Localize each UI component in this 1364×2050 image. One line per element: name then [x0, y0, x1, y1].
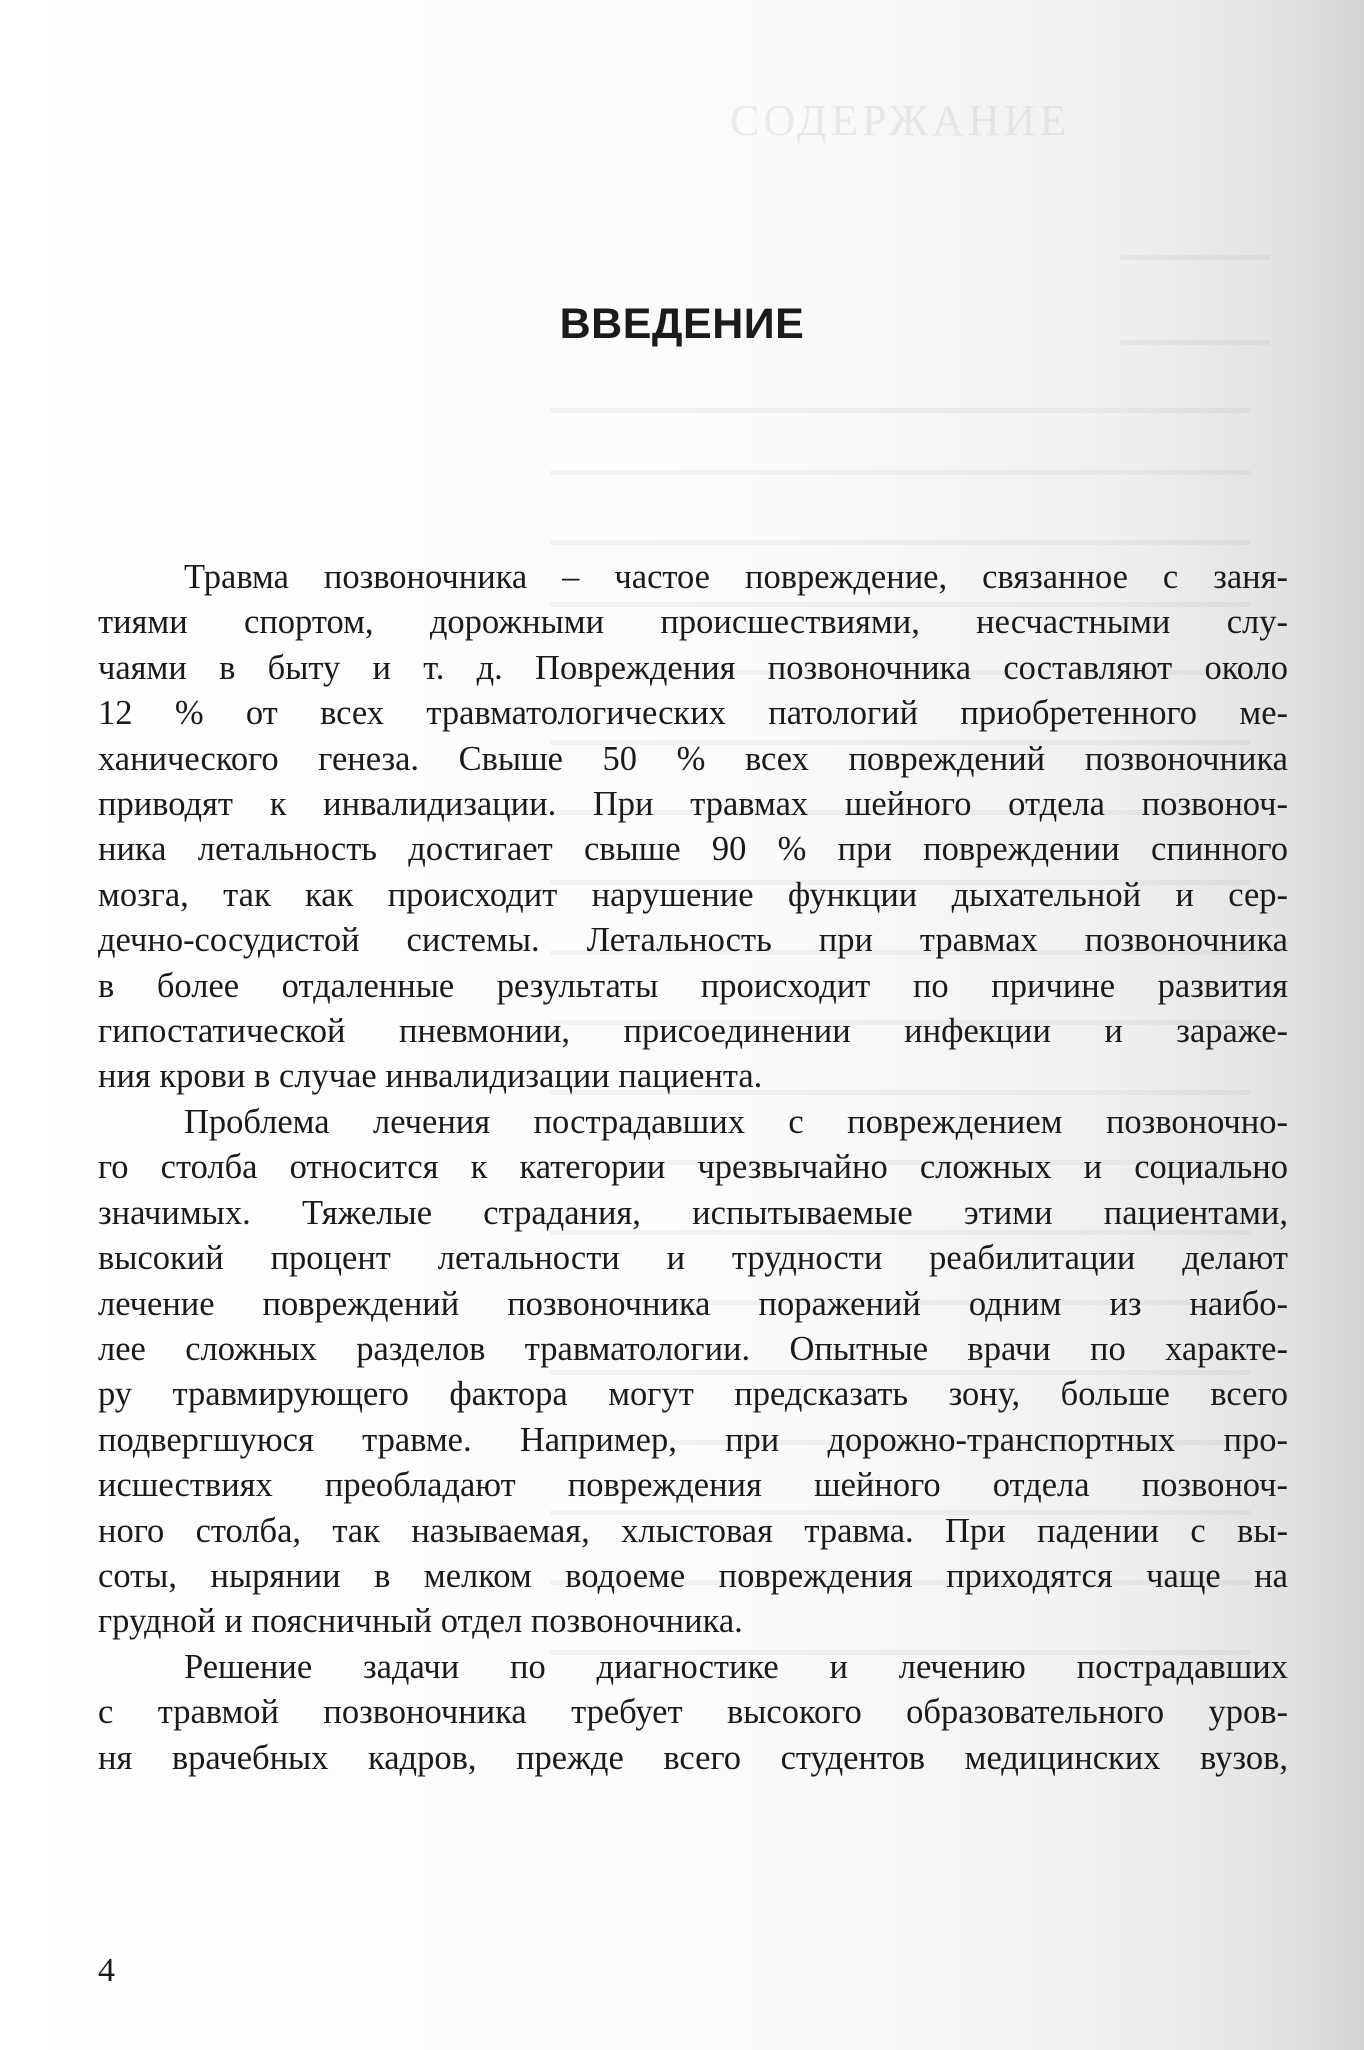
text-line: исшествиях преобладают повреждения шейного отдела позвоноч- [98, 1466, 1288, 1505]
text-line: с травмой позвоночника требует высокого образовательного уров- [98, 1693, 1288, 1732]
page-heading: ВВЕДЕНИЕ [559, 300, 805, 348]
text-line: ханического генеза. Свыше 50 % всех повреждений позвоночника [98, 739, 1288, 778]
text-line: го столба относится к категории чрезвычайно сложных и социально [98, 1148, 1288, 1187]
paragraph-1 [98, 555, 1288, 1100]
text-line: Решение задачи по диагностике и лечению пострадавших [184, 1647, 1288, 1686]
text-line: мозга, так как происходит нарушение функции дыхательной и сер- [98, 875, 1288, 914]
text-line: ня врачебных кадров, прежде всего студентов медицинских вузов, [98, 1738, 1288, 1777]
text-line: соты, нырянии в мелком водоеме повреждения приходятся чаще на [98, 1556, 1288, 1595]
text-line: тиями спортом, дорожными происшествиями, несчастными слу- [98, 603, 1288, 642]
text-line: грудной и поясничный отдел позвоночника. [98, 1602, 743, 1641]
text-line: чаями в быту и т. д. Повреждения позвоночника составляют около [98, 648, 1288, 687]
text-line: 12 % от всех травматологических патологий приобретенного ме- [98, 694, 1288, 733]
paragraph-3 [98, 1645, 1288, 1781]
text-line: дечно-сосудистой системы. Летальность при травмах позвоночника [98, 921, 1288, 960]
text-line: ного столба, так называемая, хлыстовая травма. При падении с вы- [98, 1511, 1288, 1550]
text-line: в более отдаленные результаты происходит по причине развития [98, 966, 1288, 1005]
text-line: лечение повреждений позвоночника поражений одним из наибо- [98, 1284, 1288, 1323]
text-line: Проблема лечения пострадавших с повреждением позвоночно- [184, 1102, 1288, 1141]
text-line: ру травмирующего фактора могут предсказать зону, больше всего [98, 1375, 1288, 1414]
text-line: лее сложных разделов травматологии. Опытные врачи по характе- [98, 1329, 1288, 1368]
text-line: гипостатической пневмонии, присоединении инфекции и зараже- [98, 1012, 1288, 1051]
body-text [98, 555, 1288, 1781]
text-line: высокий процент летальности и трудности реабилитации делают [98, 1239, 1288, 1278]
text-line: ния крови в случае инвалидизации пациента. [98, 1057, 763, 1096]
text-line: приводят к инвалидизации. При травмах шейного отдела позвоноч- [98, 785, 1288, 824]
text-line: значимых. Тяжелые страдания, испытываемые этими пациентами, [98, 1193, 1288, 1232]
text-line: ника летальность достигает свыше 90 % при повреждении спинного [98, 830, 1288, 869]
page-number: 4 [98, 1952, 115, 1989]
paragraph-2 [98, 1100, 1288, 1645]
text-line: Травма позвоночника – частое повреждение, связанное с заня- [184, 558, 1288, 596]
text-line: подвергшуюся травме. Например, при дорожно-транспортных про- [98, 1420, 1288, 1459]
bleed-through-facing-page: СОДЕРЖАНИЕ [560, 70, 1280, 1770]
